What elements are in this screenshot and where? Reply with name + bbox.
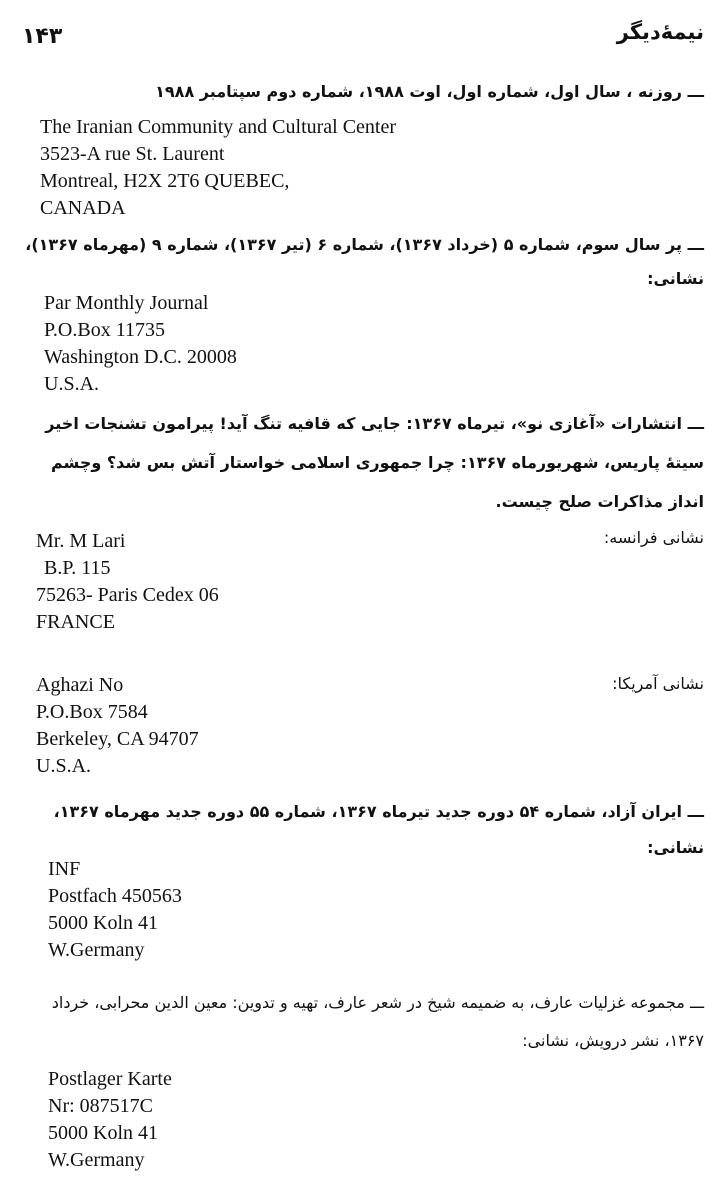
address-line: Montreal, H2X 2T6 QUEBEC, bbox=[40, 170, 290, 192]
address-line: 75263- Paris Cedex 06 bbox=[36, 584, 219, 606]
entry-par-text: ـــ پر سال سوم، شماره ۵ (خرداد ۱۳۶۷)، شماره ۶ (تیر ۱۳۶۷)، شماره ۹ (مهرماه ۱۳۶۷)، نشانی: bbox=[25, 235, 704, 288]
entry-aghazi-address-usa bbox=[36, 672, 199, 780]
address-line: Mr. M Lari bbox=[36, 530, 126, 552]
address-line: W.Germany bbox=[48, 939, 145, 961]
entry-rowzaneh-text: ـــ روزنه ، سال اول، شماره اول، اوت ۱۹۸۸، شماره دوم سپتامبر ۱۹۸۸ bbox=[155, 82, 704, 101]
entry-iran-azad-text: ـــ ایران آزاد، شماره ۵۴ دوره جدید تیرماه ۱۳۶۷، شماره ۵۵ دوره جدید مهرماه ۱۳۶۷، نشانی: bbox=[53, 802, 704, 857]
entry-aref-address bbox=[48, 1066, 172, 1174]
address-line: Washington D.C. 20008 bbox=[44, 346, 237, 368]
running-title: نیمهٔ‌دیگر bbox=[616, 20, 704, 44]
label-address-france: نشانی فرانسه: bbox=[603, 528, 704, 547]
address-line: The Iranian Community and Cultural Center bbox=[40, 116, 397, 138]
address-line: Postlager Karte bbox=[48, 1068, 172, 1090]
entry-rowzaneh-address bbox=[40, 114, 396, 222]
address-line: W.Germany bbox=[48, 1149, 145, 1171]
address-line: Berkeley, CA 94707 bbox=[36, 728, 199, 750]
label-address-usa: نشانی آمریکا: bbox=[612, 674, 704, 693]
address-line: B.P. 115 bbox=[44, 557, 111, 579]
address-line: Par Monthly Journal bbox=[44, 292, 209, 314]
entry-iran-azad-address bbox=[48, 856, 182, 964]
address-line: Aghazi No bbox=[36, 674, 124, 696]
address-line: INF bbox=[48, 858, 81, 880]
address-line: FRANCE bbox=[36, 611, 115, 633]
entry-aghazi-address-france bbox=[36, 528, 219, 636]
address-line: P.O.Box 7584 bbox=[36, 701, 148, 723]
address-line: 5000 Koln 41 bbox=[48, 1122, 158, 1144]
address-line: P.O.Box 11735 bbox=[44, 319, 165, 341]
address-line: Nr: 087517C bbox=[48, 1095, 153, 1117]
address-line: 3523-A rue St. Laurent bbox=[40, 143, 225, 165]
address-line: Postfach 450563 bbox=[48, 885, 182, 907]
address-line: U.S.A. bbox=[44, 373, 100, 395]
entry-aref-text: ـــ مجموعه غزلیات عارف، به ضمیمه شیخ در شعر عارف، تهیه و تدوین: معین الدین محرابی، خرداد ۱۳۶۷، نشر درویش، نشانی: bbox=[51, 993, 704, 1050]
address-line: U.S.A. bbox=[36, 755, 92, 777]
address-line: 5000 Koln 41 bbox=[48, 912, 158, 934]
address-line: CANADA bbox=[40, 197, 126, 219]
entry-par-address bbox=[44, 290, 237, 398]
page-number: ۱۴۳ bbox=[22, 24, 63, 49]
entry-aghazi-text: ـــ انتشارات «آغازی نو»، تیرماه ۱۳۶۷: جایی که قافیه تنگ آید! پیرامون تشنجات اخیر سیتهٔ پاریس، شهریورماه ۱۳۶۷: چرا جمهوری اسلامی خواستار آتش بس شد؟ وچشم انداز مذاکرات صلح چیست. bbox=[45, 414, 704, 511]
